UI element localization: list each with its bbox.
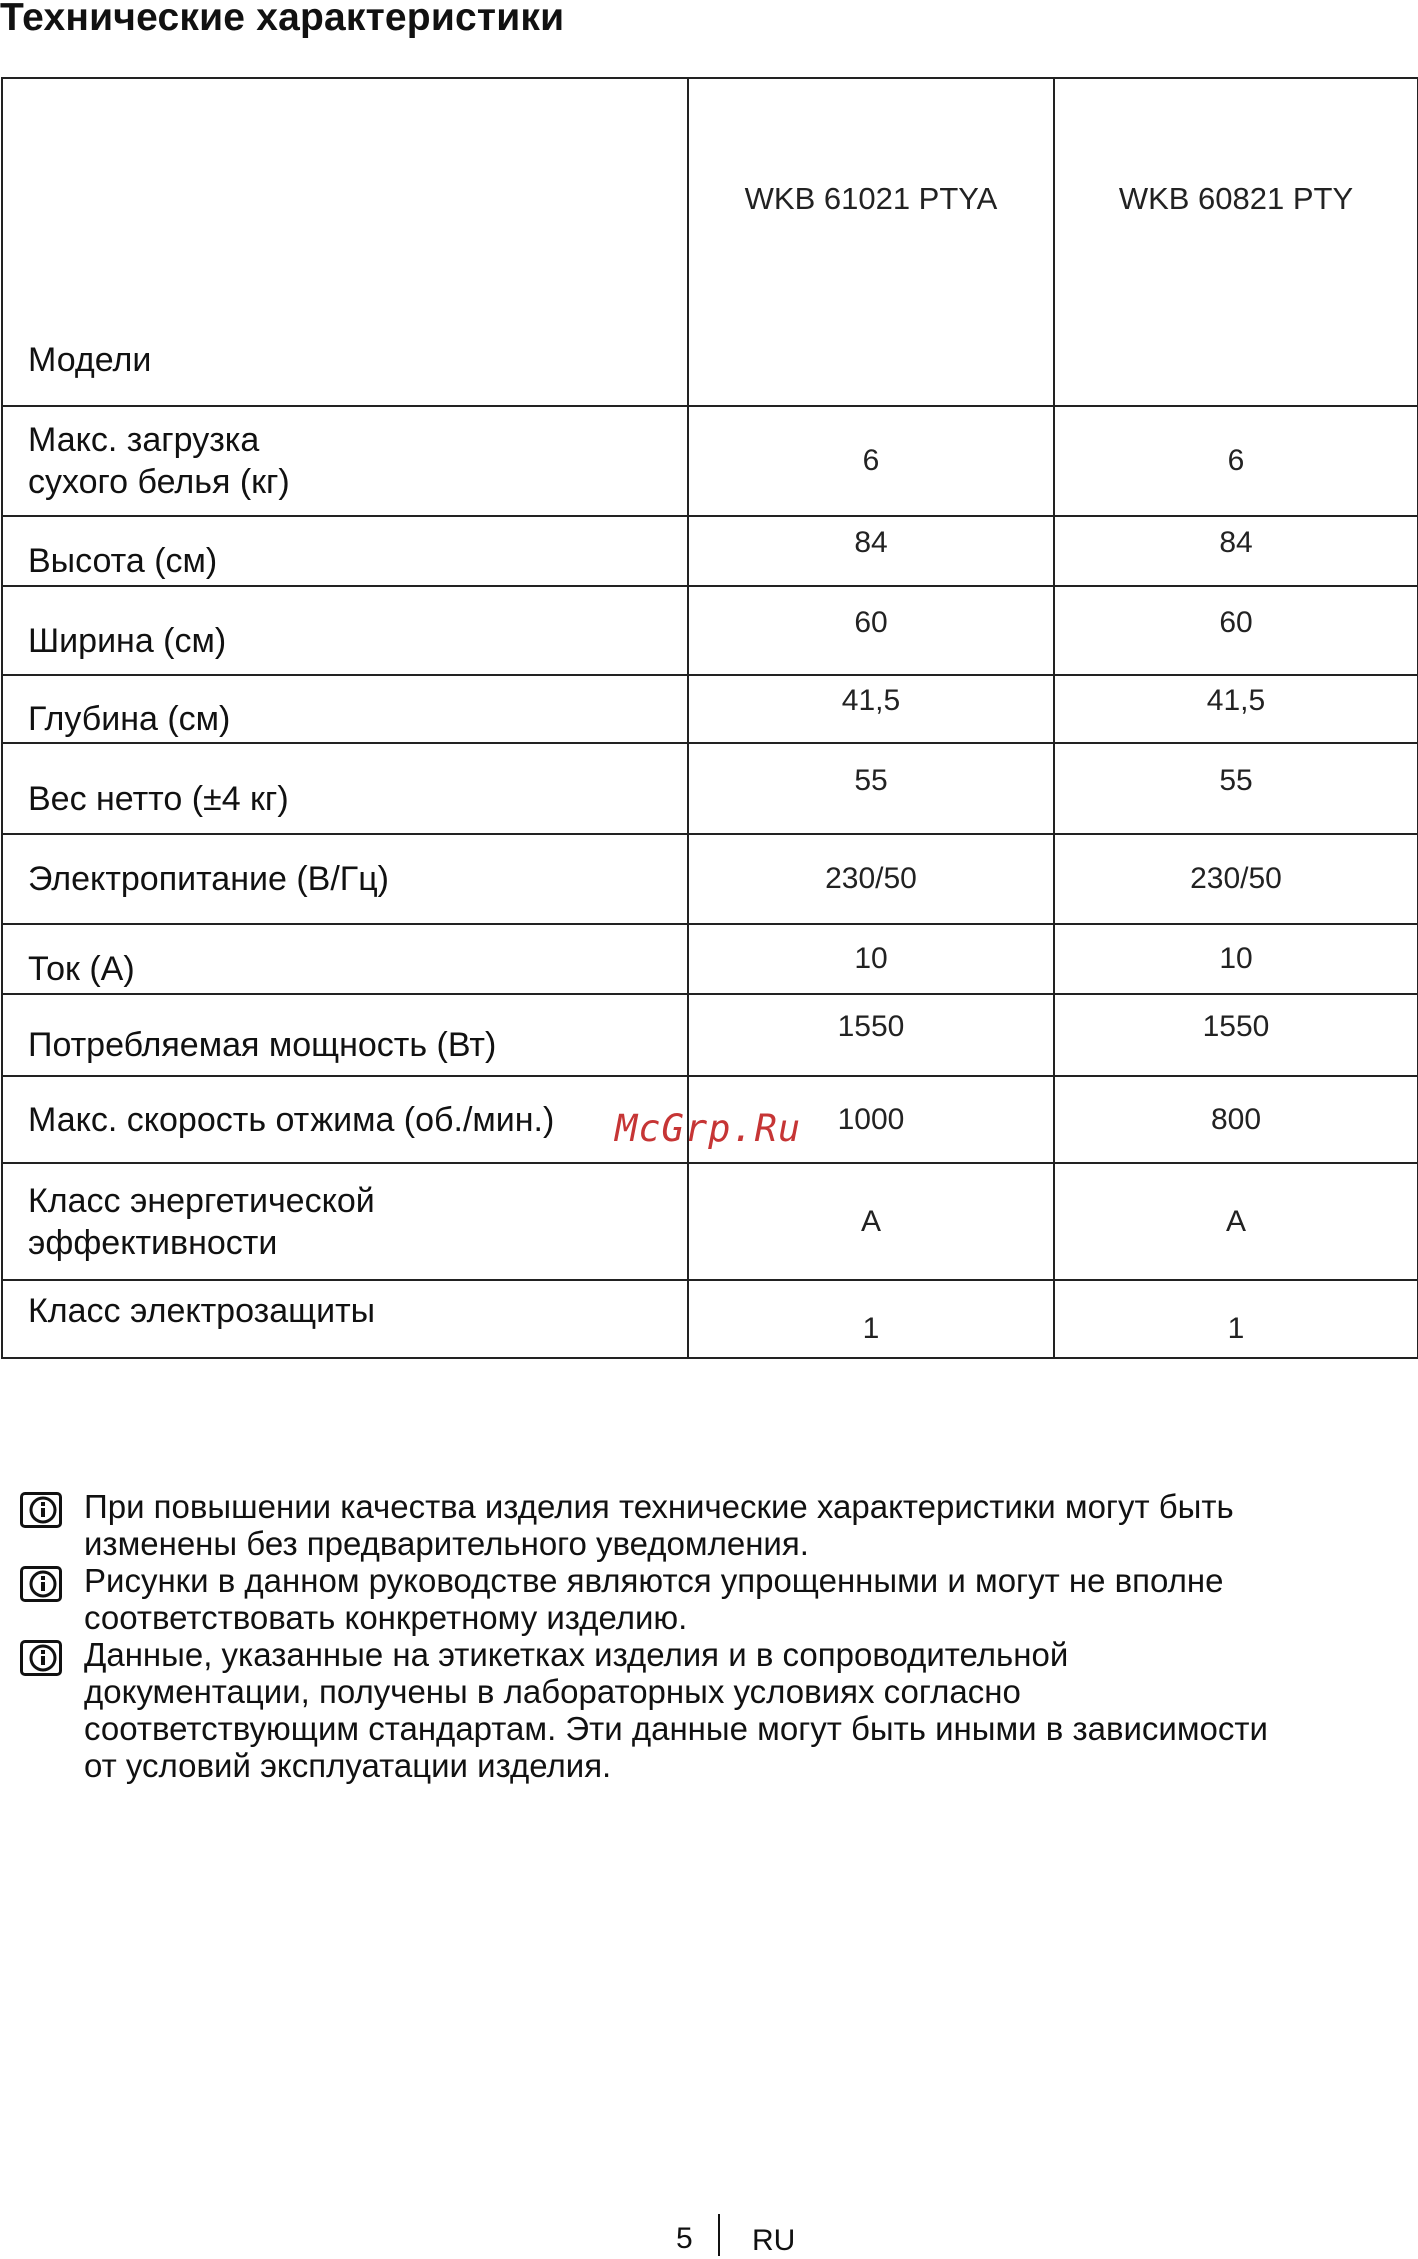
model-a-value: 230/50 xyxy=(688,834,1054,924)
list-item xyxy=(20,1636,1400,1784)
model-b-value xyxy=(1054,516,1418,586)
model-a-value: 6 xyxy=(688,406,1054,516)
model-b-value xyxy=(1054,994,1418,1076)
models-label: Модели xyxy=(2,78,688,406)
info-icon xyxy=(20,1566,62,1602)
table-row xyxy=(2,924,1418,994)
value-text: 41,5 xyxy=(1206,684,1266,717)
row-label: Электропитание (В/Гц) xyxy=(2,834,688,924)
row-label xyxy=(2,675,688,743)
model-a-value xyxy=(688,586,1054,675)
value-text: 60 xyxy=(1219,605,1253,639)
notes-list xyxy=(20,1488,1400,1784)
model-a-value: 1000 xyxy=(688,1076,1054,1163)
table-row xyxy=(2,516,1418,586)
model-a-value xyxy=(688,675,1054,743)
model-b-value: 10 xyxy=(1054,924,1418,994)
row-label-text: Вес нетто (±4 кг) xyxy=(28,779,289,818)
table-row xyxy=(2,743,1418,834)
row-label xyxy=(2,1280,688,1358)
note-text xyxy=(84,1636,1268,1784)
note-line: документации, получены в лабораторных условиях согласно xyxy=(84,1673,1021,1710)
value-text: 55 xyxy=(1219,763,1253,797)
spec-table xyxy=(1,77,1418,1359)
row-label-line: сухого белья (кг) xyxy=(28,463,290,501)
row-label-text: Ширина (см) xyxy=(28,621,227,660)
note-line: соответствующим стандартам. Эти данные могут быть иными в зависимости xyxy=(84,1710,1268,1747)
page-title: Технические характеристики xyxy=(0,0,565,39)
model-b-value: 800 xyxy=(1054,1076,1418,1163)
row-label xyxy=(2,406,688,516)
model-b-value xyxy=(1054,743,1418,834)
row-label-text: Потребляемая мощность (Вт) xyxy=(28,1026,497,1064)
info-icon xyxy=(20,1492,62,1528)
note-text xyxy=(84,1562,1223,1636)
model-a-value xyxy=(688,1280,1054,1358)
row-label-text: Высота (см) xyxy=(28,542,218,580)
table-row xyxy=(2,834,1418,924)
info-icon xyxy=(20,1640,62,1676)
value-text: 41,5 xyxy=(841,684,901,717)
table-row xyxy=(2,1163,1418,1280)
model-a-value: A xyxy=(688,1163,1054,1280)
row-label xyxy=(2,516,688,586)
note-line: изменены без предварительного уведомления. xyxy=(84,1525,809,1562)
row-label xyxy=(2,586,688,675)
model-b-value xyxy=(1054,675,1418,743)
note-line: Данные, указанные на этикетках изделия и в сопроводительной xyxy=(84,1636,1069,1673)
note-text xyxy=(84,1488,1234,1562)
row-label-text: Класс электрозащиты xyxy=(28,1292,376,1330)
model-a-value xyxy=(688,516,1054,586)
row-label-line: Класс энергетической xyxy=(28,1181,375,1220)
table-row xyxy=(2,675,1418,743)
value-text: 1 xyxy=(862,1312,880,1345)
row-label-line: Макс. загрузка xyxy=(28,421,260,459)
value-text: 60 xyxy=(854,605,888,639)
row-label-text: Ток (А) xyxy=(28,950,135,988)
row-label-line: эффективности xyxy=(28,1223,278,1262)
list-item xyxy=(20,1562,1400,1636)
list-item xyxy=(20,1488,1400,1562)
model-b-value xyxy=(1054,1280,1418,1358)
note-line: При повышении качества изделия технические характеристики могут быть xyxy=(84,1488,1234,1525)
model-b-value: 230/50 xyxy=(1054,834,1418,924)
value-text: 84 xyxy=(1219,526,1253,559)
value-text: 55 xyxy=(854,763,888,797)
model-b-value: A xyxy=(1054,1163,1418,1280)
table-row xyxy=(2,1280,1418,1358)
row-label xyxy=(2,994,688,1076)
row-label xyxy=(2,924,688,994)
model-a-value xyxy=(688,994,1054,1076)
row-label xyxy=(2,1163,688,1280)
table-row xyxy=(2,994,1418,1076)
table-header-row xyxy=(2,78,1418,406)
table-row xyxy=(2,406,1418,516)
value-text: 1550 xyxy=(1202,1010,1270,1043)
model-a-header: WKB 61021 PTYA xyxy=(688,78,1054,406)
value-text: 1 xyxy=(1227,1312,1245,1345)
note-line: соответствовать конкретному изделию. xyxy=(84,1599,688,1636)
row-label: Макс. скорость отжима (об./мин.) xyxy=(2,1076,688,1163)
footer-divider xyxy=(718,2214,720,2256)
model-b-value: 6 xyxy=(1054,406,1418,516)
table-row xyxy=(2,586,1418,675)
watermark: McGrp.Ru xyxy=(615,1107,802,1150)
model-b-header: WKB 60821 PTY xyxy=(1054,78,1418,406)
row-label-text: Глубина (см) xyxy=(28,700,231,738)
value-text: 1550 xyxy=(837,1010,905,1043)
value-text: 84 xyxy=(854,526,888,559)
row-label xyxy=(2,743,688,834)
page-number: 5 xyxy=(676,2222,693,2255)
note-line: Рисунки в данном руководстве являются упрощенными и могут не вполне xyxy=(84,1562,1224,1599)
language-code: RU xyxy=(752,2224,796,2257)
model-a-value: 10 xyxy=(688,924,1054,994)
note-line: от условий эксплуатации изделия. xyxy=(84,1747,612,1784)
model-b-value xyxy=(1054,586,1418,675)
page-footer xyxy=(0,2222,1418,2259)
model-a-value xyxy=(688,743,1054,834)
